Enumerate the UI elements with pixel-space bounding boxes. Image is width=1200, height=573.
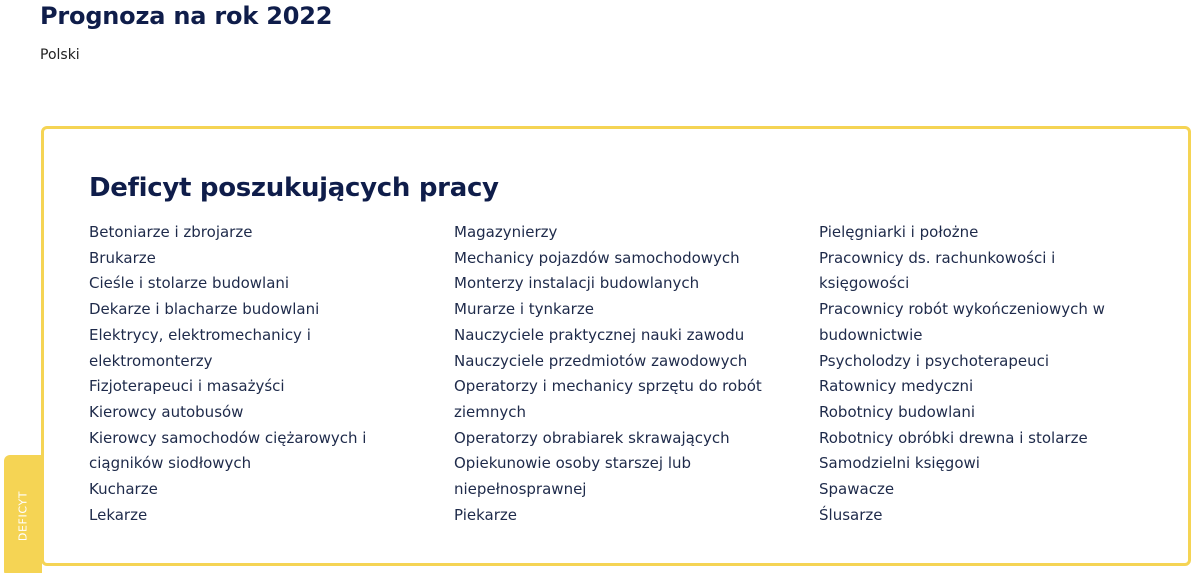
card-title: Deficyt poszukujących pracy bbox=[89, 173, 499, 203]
occupation-item: Nauczyciele praktycznej nauki zawodu bbox=[454, 325, 745, 344]
occupation-item: Operatorzy i mechanicy sprzętu do robót ziemnych bbox=[454, 377, 762, 421]
occupation-item: Dekarze i blacharze budowlani bbox=[89, 300, 320, 319]
occupation-item: Kucharze bbox=[89, 480, 158, 499]
occupation-item: Brukarze bbox=[89, 248, 156, 267]
occupation-item: Pracownicy ds. rachunkowości i księgowości bbox=[819, 248, 1056, 293]
side-tab-label: DEFICYT bbox=[16, 490, 30, 542]
occupation-item: Mechanicy pojazdów samochodowych bbox=[454, 248, 740, 267]
deficit-card bbox=[41, 126, 1191, 566]
occupation-item: Opiekunowie osoby starszej lub niepełnosprawnej bbox=[454, 454, 692, 499]
occupation-item: Monterzy instalacji budowlanych bbox=[454, 274, 700, 293]
occupation-item: Ratownicy medyczni bbox=[819, 377, 974, 396]
occupation-item: Pracownicy robót wykończeniowych w budownictwie bbox=[819, 300, 1105, 344]
occupation-item: Murarze i tynkarze bbox=[454, 300, 594, 319]
occupation-item: Betoniarze i zbrojarze bbox=[89, 223, 253, 241]
occupation-item: Kierowcy autobusów bbox=[89, 402, 244, 421]
occupation-item: Kierowcy samochodów ciężarowych i ciągników siodłowych bbox=[89, 428, 367, 473]
occupation-item: Nauczyciele przedmiotów zawodowych bbox=[454, 351, 748, 370]
occupation-item: Robotnicy budowlani bbox=[819, 402, 976, 421]
occupation-item: Elektrycy, elektromechanicy i elektromonterzy bbox=[89, 325, 311, 370]
occupation-item: Fizjoterapeuci i masażyści bbox=[89, 377, 285, 396]
occupation-item: Pielęgniarki i położne bbox=[819, 223, 979, 241]
occupation-item: Cieśle i stolarze budowlani bbox=[89, 274, 290, 293]
occupation-item: Robotnicy obróbki drewna i stolarze bbox=[819, 428, 1088, 447]
occupation-item: Magazynierzy bbox=[454, 223, 558, 241]
occupation-item: Ślusarze bbox=[819, 505, 883, 524]
occupation-column-1 bbox=[89, 220, 419, 528]
occupation-item: Spawacze bbox=[819, 480, 895, 499]
occupation-item: Samodzielni księgowi bbox=[819, 454, 980, 473]
occupation-item: Piekarze bbox=[454, 505, 517, 524]
occupation-item: Operatorzy obrabiarek skrawających bbox=[454, 428, 730, 447]
occupation-column-2 bbox=[454, 220, 784, 528]
occupation-item: Psycholodzy i psychoterapeuci bbox=[819, 351, 1050, 370]
deficit-side-tab[interactable] bbox=[4, 455, 42, 573]
occupation-column-3 bbox=[819, 220, 1149, 528]
occupation-item: Lekarze bbox=[89, 505, 148, 524]
page-title: Prognoza na rok 2022 bbox=[40, 2, 333, 30]
language-label: Polski bbox=[40, 47, 80, 63]
